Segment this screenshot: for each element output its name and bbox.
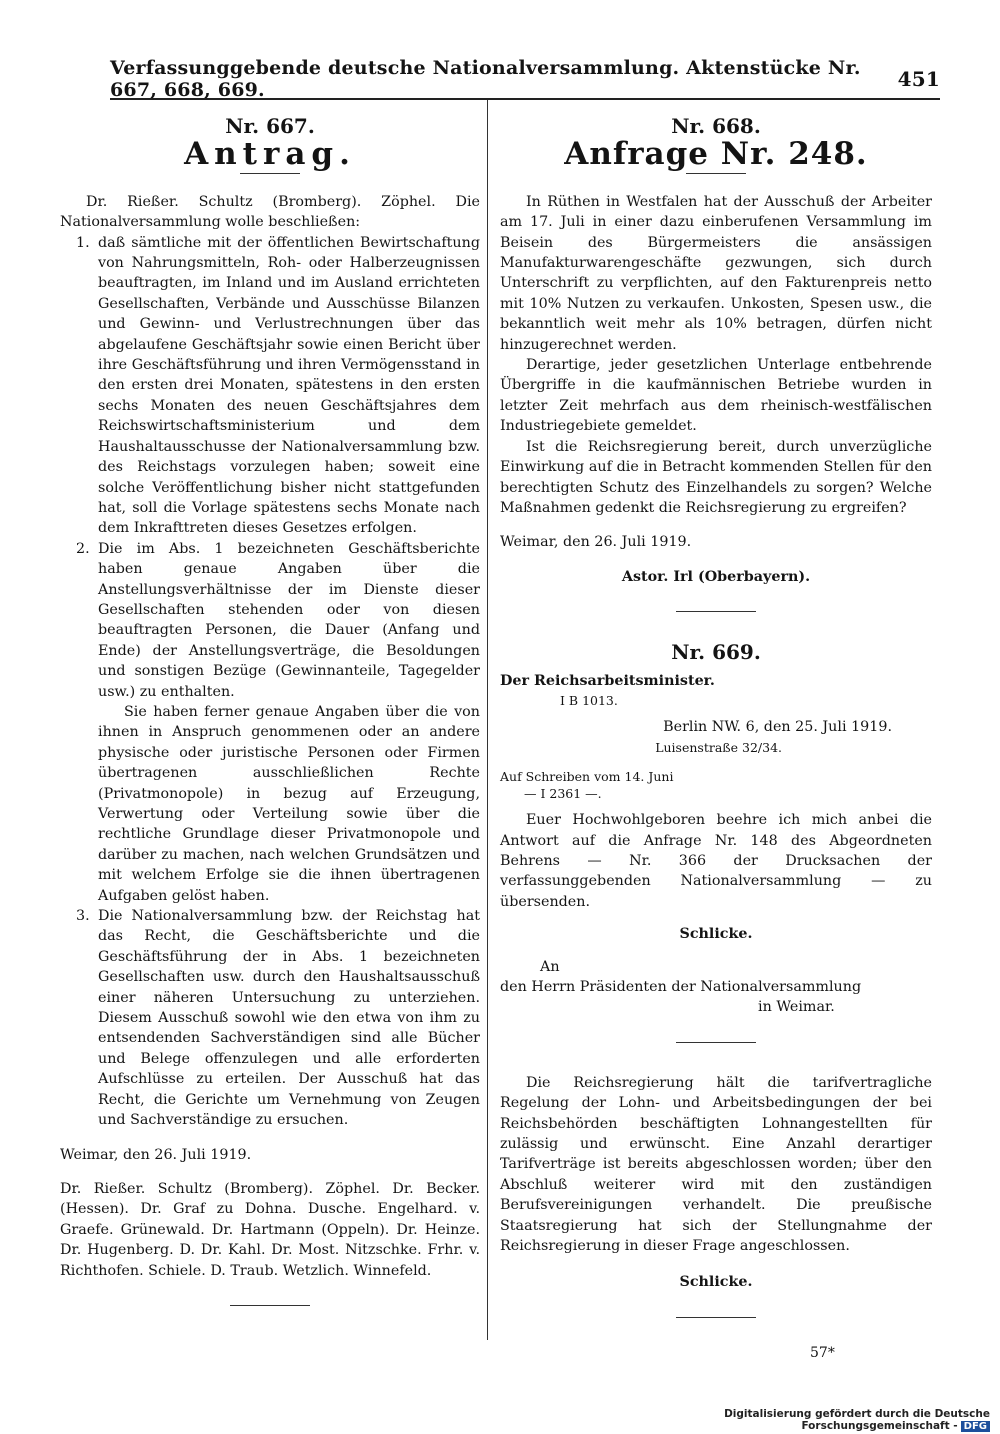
list-item <box>60 906 480 1130</box>
antrag-title: Antrag. <box>184 136 356 173</box>
right-column <box>500 110 932 1348</box>
digitization-credit <box>590 1408 990 1432</box>
list-item <box>60 233 480 539</box>
anfrage-place-date: Weimar, den 26. Juli 1919. <box>500 534 692 551</box>
nr-669-heading: Nr. 669. <box>671 640 761 665</box>
antrag-signers: Dr. Rießer. Schultz (Bromberg). Zöphel. Dr. Becker. (Hessen). Dr. Graf zu Dohna. Dusche. Engelhard. v. Graefe. Grünewald. Dr. Hartmann (Oppeln). Dr. Heinze. Dr. Hugenberg. D. Dr. Kahl. Dr. Most. Nitzschke. Frhr. v. Richthofen. Schiele. D. Traub. Wetzlich. Winnefeld. <box>60 1180 480 1279</box>
ministry-heading: Der Reichsarbeitsminister. <box>500 672 715 689</box>
letter-paragraph: Euer Hochwohlgeboren beehre ich mich anbei die Antwort auf die Anfrage Nr. 148 des Abgeordneten Behrens — Nr. 366 der Drucksachen der verfassunggebenden Nationalversammlung — zu übersenden. <box>500 812 932 910</box>
signature-mark: 57* <box>810 1345 835 1361</box>
letter-location-date: Berlin NW. 6, den 25. Juli 1919. <box>663 719 892 736</box>
recipient-line: An <box>540 958 560 975</box>
running-head <box>110 57 940 101</box>
running-title: Verfassunggebende deutsche Nationalversammlung. Aktenstücke Nr. 667, 668, 669. <box>110 57 861 101</box>
nr-668-heading: Nr. 668. <box>671 114 761 138</box>
anfrage-paragraph: In Rüthen in Westfalen hat der Ausschuß der Arbeiter am 17. Juli in einer dazu einberufenen Versammlung im Beisein des Bürgermeisters die ansässigen Manufakturwarengeschäfte gezwungen, sich durch Unterschrift zu verpflichten, auf den Fakturenpreis netto mit 10% Nutzen zu verkaufen. Unkosten, Spesen usw., die bekanntlich weit mehr als 10% betragen, dürfen nicht hinzugerechnet werden. <box>500 193 932 353</box>
answer-signature: Schlicke. <box>679 1274 753 1291</box>
page-number: 451 <box>897 67 940 91</box>
answer-paragraph: Die Reichsregierung hält die tarifvertragliche Regelung der Lohn- und Arbeitsbedingungen der bei Reichsbehörden beschäftigten Lohnangestellten für zulässig und erwünscht. Eine Anzahl derartiger Tarifverträge ist bereits abgeschlossen worden; über den Abschluß weiterer wird mit den zuständigen Berufsvereinigungen verhandelt. Die preußische Staatsregierung hat sich der Stellungnahme der Reichsregierung in dieser Frage angeschlossen. <box>500 1074 932 1255</box>
anfrage-paragraph: Derartige, jeder gesetzlichen Unterlage entbehrende Übergriffe in die kaufmännischen Betriebe wurden in letzter Zeit mehrfach aus dem rheinisch-westfälischen Industriegebiete gemeldet. <box>500 357 932 435</box>
recipient-line: den Herrn Präsidenten der Nationalversammlung <box>500 979 862 995</box>
antrag-place-date: Weimar, den 26. Juli 1919. <box>60 1146 252 1163</box>
header-rule <box>110 98 940 100</box>
reference-number: I B 1013. <box>560 692 618 708</box>
reference-note <box>500 768 932 802</box>
section-rule <box>676 1317 756 1318</box>
section-rule <box>230 1305 310 1306</box>
list-item-number: 3. <box>76 908 90 925</box>
left-column <box>60 110 480 1336</box>
section-rule <box>240 173 300 174</box>
list-item-text: Die im Abs. 1 bezeichneten Geschäftsberichte haben genaue Angaben über die Anstellungsverhältnisse der im Dienste dieser Gesellschaften stehenden oder von diesen beauftragten Personen, die Dauer (Anfang und Ende) der Anstellungsverträge, die Besoldungen und sonstigen Bezüge (Gewinnanteile, Tagegelder usw.) zu enthalten. <box>98 540 480 700</box>
nr-667-heading: Nr. 667. <box>225 114 315 138</box>
list-item-text: Sie haben ferner genaue Angaben über die von ihnen in Anspruch genommenen oder an andere physische oder juristische Personen oder Firmen übertragenen ausschließlichen Rechte (Privatmonopole) in bezug auf Erzeugung, Verwertung oder Verteilung sowie über die rechtliche Grundlage dieser Privatmonopole und darüber zu machen, nach welchen Grundsätzen und mit welchem Erfolge sie die ihnen übertragenen Aufgaben gelöst haben. <box>98 703 480 904</box>
recipient-line: in Weimar. <box>758 999 835 1016</box>
letter-street: Luisenstraße 32/34. <box>655 739 782 755</box>
anfrage-paragraph: Ist die Reichsregierung bereit, durch unverzügliche Einwirkung auf die in Betracht kommenden Stellen für den berechtigten Schutz des Einzelhandels zu sorgen? Welche Maßnahmen gedenkt die Reichsregierung zu ergreifen? <box>500 438 932 516</box>
anfrage-signature: Astor. Irl (Oberbayern). <box>621 568 811 585</box>
section-rule <box>676 1042 756 1043</box>
section-rule <box>676 611 756 612</box>
reference-note-line: Auf Schreiben vom 14. Juni <box>500 769 674 785</box>
dfg-logo-icon: DFG <box>961 1421 990 1432</box>
credit-text: Digitalisierung gefördert durch die Deutsche Forschungsgemeinschaft - <box>724 1408 990 1432</box>
list-item-text: daß sämtliche mit der öffentlichen Bewirtschaftung von Nahrungsmitteln, Roh- oder Halberzeugnissen beauftragten, im Inland und im Ausland errichteten Gesellschaften, Verbände und Ausschüsse Bilanzen und Gewinn- und Verlustrechnungen über das abgelaufene Geschäftsjahr sowie einen Bericht über ihre Geschäftsführung und ihren Vermögensstand in den ersten drei Monaten, spätestens in den ersten sechs Monaten des neuen Geschäftsjahres dem Reichswirtschaftsministerium und dem Haushaltausschusse der Nationalversammlung bzw. des Reichstags vorzulegen haben; soweit eine solche Veröffentlichung bisher nicht stattgefunden hat, soll die Vorlage spätestens sechs Monate nach dem Inkrafttreten dieses Gesetzes erfolgen. <box>98 234 480 537</box>
list-item-text: Die Nationalversammlung bzw. der Reichstag hat das Recht, die Geschäftsberichte und die Geschäftsführung der in Abs. 1 bezeichneten Gesellschaften usw. durch den Haushaltsausschuß einer näheren Untersuchung zu unterziehen. Diesem Ausschuß sowohl wie den etwa von ihm zu entsendenden Sachverständigen sind alle Bücher und Belege offenzulegen und alle erforderten Aufschlüsse zu erteilen. Der Ausschuß hat das Recht, die Gerichte um Vernehmung von Zeugen und Sachverständige zu ersuchen. <box>98 908 480 1129</box>
list-item-number: 2. <box>76 540 90 557</box>
anfrage-title: Anfrage Nr. 248. <box>564 136 868 173</box>
letter-signature: Schlicke. <box>679 926 753 943</box>
reference-note-line: — I 2361 —. <box>524 786 602 802</box>
list-item-number: 1. <box>76 234 90 251</box>
antrag-list <box>60 233 480 1131</box>
antrag-intro: Dr. Rießer. Schultz (Bromberg). Zöphel. Die Nationalversammlung wolle beschließen: <box>60 193 480 231</box>
list-item <box>60 539 480 906</box>
section-rule <box>686 173 746 174</box>
column-divider <box>487 100 488 1340</box>
